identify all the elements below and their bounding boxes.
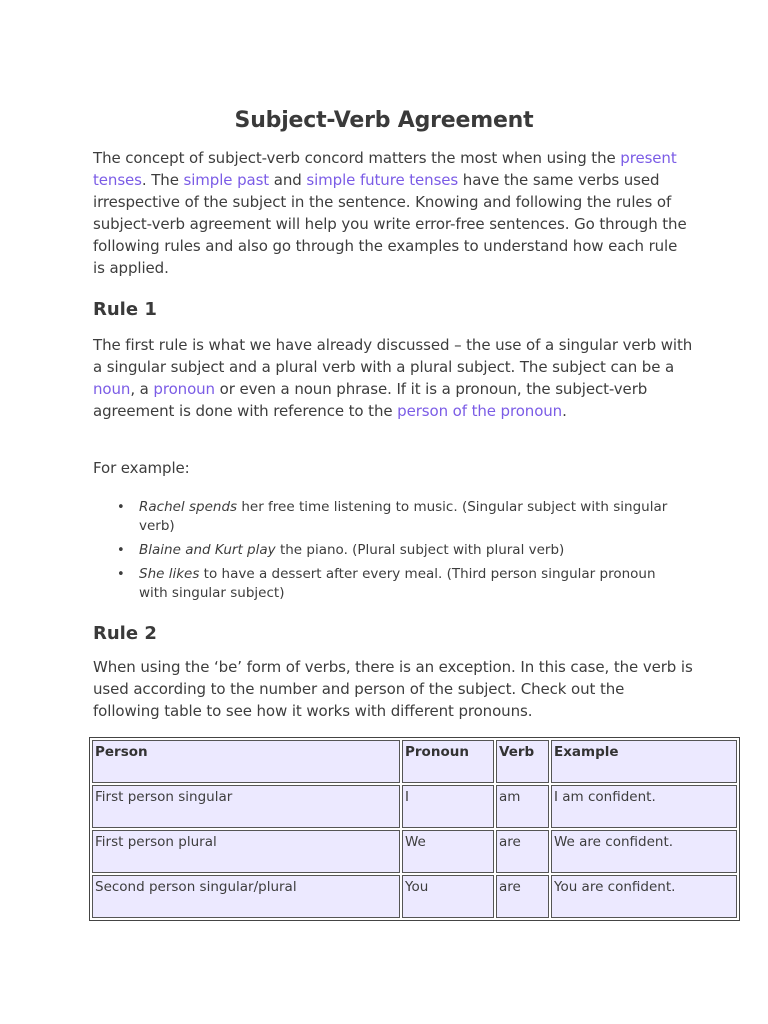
bullet-icon: • (117, 500, 125, 515)
page-title: Subject-Verb Agreement (234, 108, 534, 133)
intro-text-mid2: and (269, 171, 307, 189)
rule1-text-pre: The first rule is what we have already discussed – the use of a singular verb with a singular subject and a plural verb with a plural subject. The subject can be a (93, 336, 693, 376)
example-italic: She likes (139, 566, 200, 582)
rule2-paragraph: When using the ‘be’ form of verbs, there is an exception. In this case, the verb is used according to the number and person of the subject. Check out the following table to see how it works with different pronouns. (93, 658, 693, 720)
example-text: the piano. (Plural subject with plural verb) (275, 542, 565, 558)
cell-verb: are (496, 875, 549, 918)
intro-paragraph (93, 147, 693, 279)
intro-text-post: have the same verbs used irrespective of the subject in the sentence. Knowing and following the rules of subject-verb agreement will help you write error-free sentences. Go through the following rules and also go through the examples to understand how each rule is applied. (93, 171, 687, 277)
examples-list (93, 498, 683, 608)
header-verb: Verb (496, 740, 549, 783)
list-item (117, 498, 683, 536)
header-person: Person (92, 740, 400, 783)
pronoun-table (89, 737, 740, 921)
intro-text-pre: The concept of subject-verb concord matters the most when using the (93, 149, 621, 167)
table-row (92, 830, 737, 873)
table-row (92, 875, 737, 918)
list-item (117, 565, 683, 603)
link-present-tenses[interactable]: present tenses (93, 149, 677, 189)
header-pronoun: Pronoun (402, 740, 494, 783)
cell-person: First person plural (92, 830, 400, 873)
bullet-icon: • (117, 567, 125, 582)
link-simple-future-tenses[interactable]: simple future tenses (306, 171, 459, 189)
cell-example: You are confident. (551, 875, 737, 918)
cell-pronoun: You (402, 875, 494, 918)
table-header-row (92, 740, 737, 783)
cell-pronoun: I (402, 785, 494, 828)
intro-text-mid1: . The (141, 171, 184, 189)
cell-person: First person singular (92, 785, 400, 828)
for-example-label: For example: (93, 459, 190, 477)
rule1-text-mid2: or even a noun phrase. If it is a pronoun, the subject-verb agreement is done with reference to the (93, 380, 648, 420)
example-italic: Blaine and Kurt play (139, 542, 276, 558)
table-row (92, 785, 737, 828)
cell-pronoun: We (402, 830, 494, 873)
cell-example: I am confident. (551, 785, 737, 828)
link-pronoun[interactable]: pronoun (153, 380, 215, 398)
example-italic: Rachel spends (139, 499, 238, 515)
rule1-text-mid1: , a (130, 380, 154, 398)
rule1-paragraph (93, 334, 693, 422)
link-person-of-the-pronoun[interactable]: person of the pronoun (397, 402, 563, 420)
list-item (117, 541, 683, 560)
cell-verb: am (496, 785, 549, 828)
example-text: her free time listening to music. (Singular subject with singular verb) (139, 499, 668, 534)
rule1-text-post: . (562, 402, 567, 420)
rule2-heading: Rule 2 (93, 623, 157, 644)
link-simple-past[interactable]: simple past (183, 171, 270, 189)
header-example: Example (551, 740, 737, 783)
cell-example: We are confident. (551, 830, 737, 873)
cell-person: Second person singular/plural (92, 875, 400, 918)
example-text: to have a dessert after every meal. (Third person singular pronoun with singular subject) (139, 566, 656, 601)
link-noun[interactable]: noun (93, 380, 131, 398)
bullet-icon: • (117, 543, 125, 558)
rule1-heading: Rule 1 (93, 299, 157, 320)
cell-verb: are (496, 830, 549, 873)
